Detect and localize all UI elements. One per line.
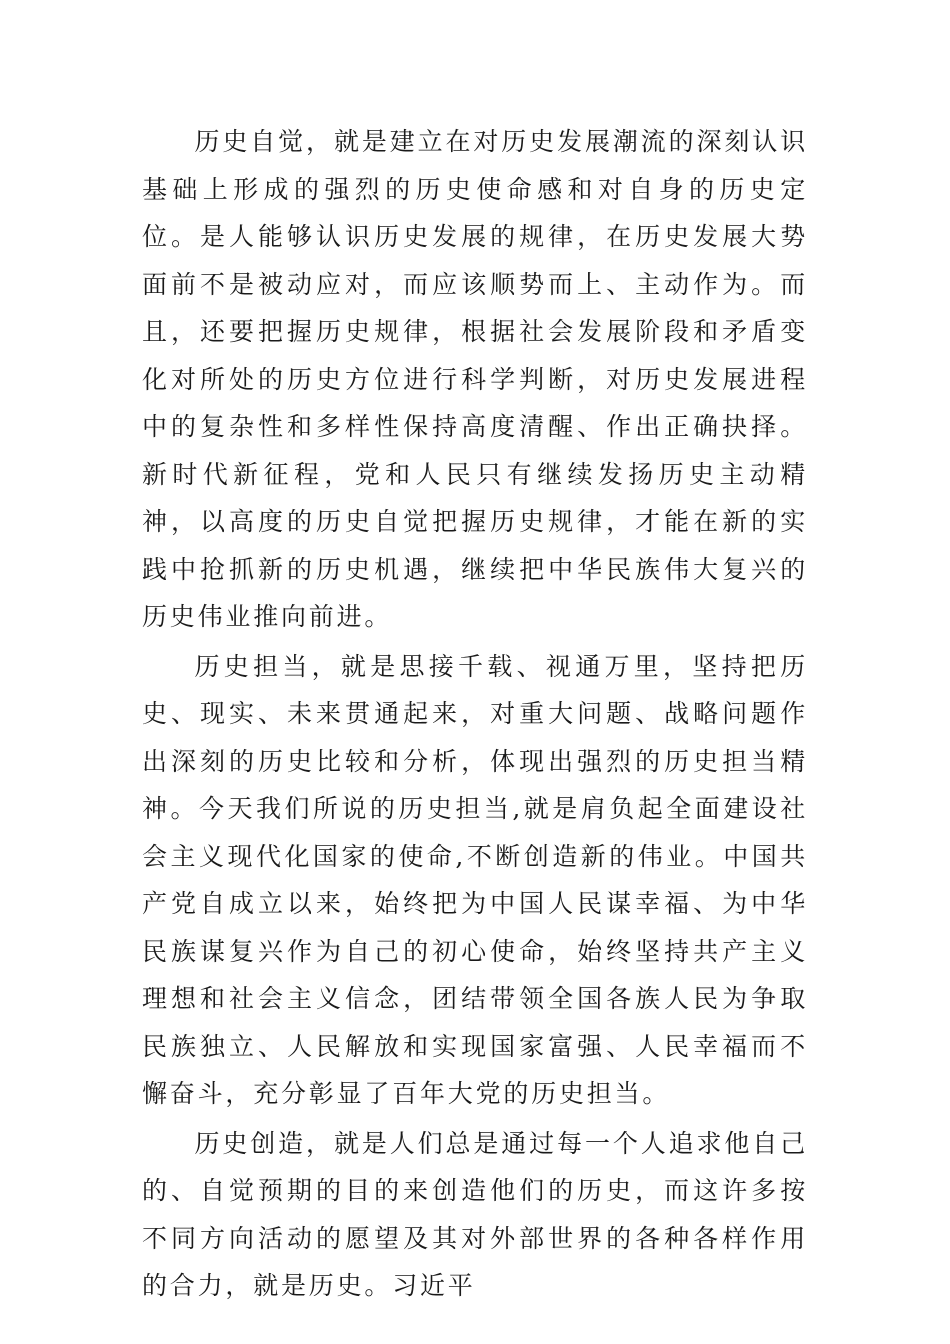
paragraph-historical-creation: 历史创造，就是人们总是通过每一个人追求他自己的、自觉预期的目的来创造他们的历史，而这许多按不同方向活动的愿望及其对外部世界的各种各样作用的合力，就是历史。习近平: [142, 1128, 808, 1300]
document-body: [142, 118, 808, 1312]
paragraph-historical-consciousness: 历史自觉，就是建立在对历史发展潮流的深刻认识基础上形成的强烈的历史使命感和对自身的历史定位。是人能够认识历史发展的规律，在历史发展大势面前不是被动应对，而应该顺势而上、主动作为。而且，还要把握历史规律，根据社会发展阶段和矛盾变化对所处的历史方位进行科学判断，对历史发展进程中的复杂性和多样性保持高度清醒、作出正确抉择。新时代新征程，党和人民只有继续发扬历史主动精神，以高度的历史自觉把握历史规律，才能在新的实践中抢抓新的历史机遇，继续把中华民族伟大复兴的历史伟业推向前进。: [142, 127, 808, 631]
paragraph-historical-responsibility: 历史担当，就是思接千载、视通万里，坚持把历史、现实、未来贯通起来，对重大问题、战略问题作出深刻的历史比较和分析，体现出强烈的历史担当精神。今天我们所说的历史担当,就是肩负起全面建设社会主义现代化国家的使命,不断创造新的伟业。中国共产党自成立以来，始终把为中国人民谋幸福、为中华民族谋复兴作为自己的初心使命，始终坚持共产主义理想和社会主义信念，团结带领全国各族人民为争取民族独立、人民解放和实现国家富强、人民幸福而不懈奋斗，充分彰显了百年大党的历史担当。: [142, 651, 808, 1108]
